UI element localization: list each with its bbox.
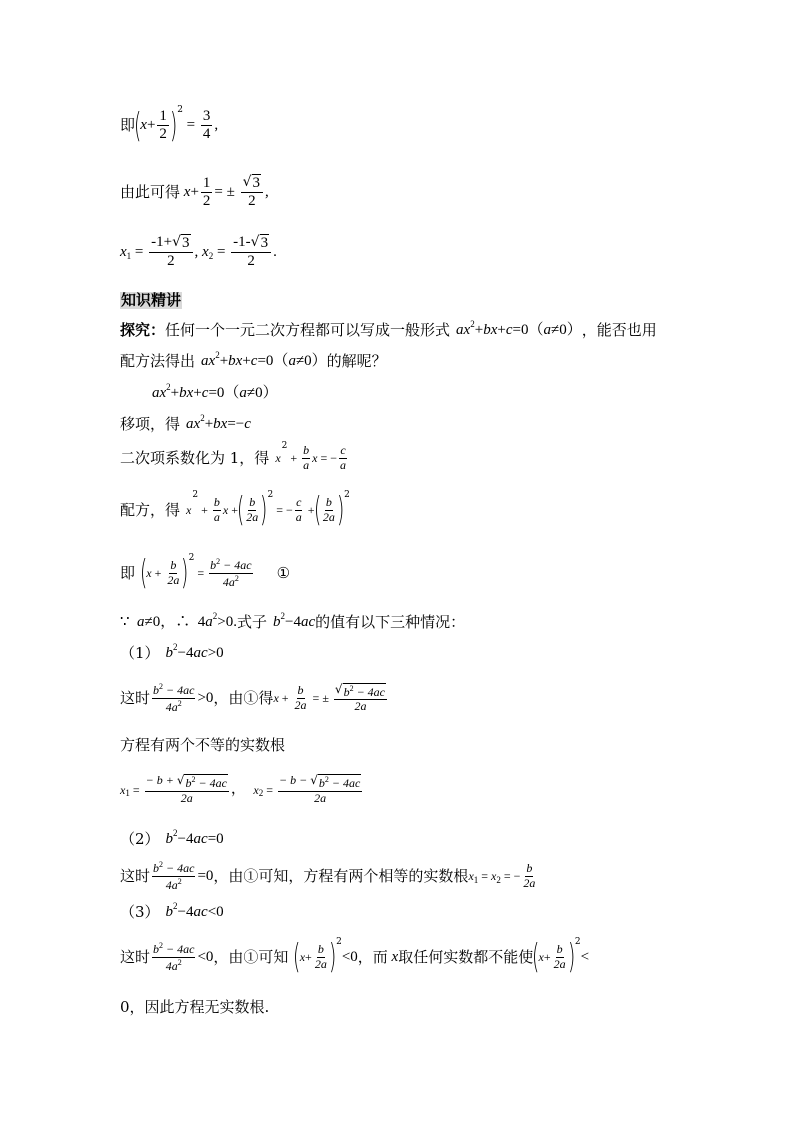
move-term-line: 移项，得 ax 2 + bx =− c	[120, 413, 251, 433]
equation-line-1: 即 ( x + $\frac{1}{2}$ ) 2 = $\frac{3}{4}$ ,	[120, 105, 219, 146]
fraction: $\frac{b}{2a}$	[246, 494, 259, 524]
fraction: √ 3 2	[241, 174, 263, 211]
explore-label: 探究	[120, 321, 151, 339]
fraction: $\frac{b^2 - 4ac}{4a^2}$	[153, 940, 195, 973]
fraction: $\frac{b}{2a}$	[523, 861, 536, 890]
explore-line-1: 探究 ： 任何一个一元二次方程都可以写成一般形式 ax 2 + bx + c =0（ a ≠0） ，能否也用	[120, 319, 657, 339]
case-1-line: （1） b 2 −4 ac >0	[120, 642, 224, 662]
key-equation-line: 即 ( x + $\frac{b}{2a}$ ) 2 = $\frac{b^2 - 4ac}{4a^2}$ ①	[120, 553, 291, 593]
fraction: $\frac{3}{4}$	[202, 108, 211, 143]
fraction: $\frac{b}{2a}$	[553, 941, 566, 971]
fraction: $\frac{b}{a}$	[303, 443, 310, 472]
equation-line-3: x 1 = -1+ √ 3 2 , x 2 = -1- √ 3 2 .	[120, 234, 277, 270]
fraction: $\frac{1}{2}$	[202, 174, 211, 209]
roots-formula: x 1 = − b + √ $b^2 - 4ac$ 2a ， x 2 = − b − √ $b^2 - 4ac$ 2a	[120, 773, 361, 805]
case-2-line: （2） b 2 −4 ac =0	[120, 828, 224, 848]
fraction: $\frac{c}{a}$	[295, 494, 302, 524]
line-prefix: 由此可得	[120, 182, 181, 201]
fraction: -1- √ 3 2	[231, 234, 271, 271]
because-line: ∵ a ≠0，∴ 4 a 2 >0. 式子 b 2 −4 ac 的值有以下三种情况：	[120, 611, 466, 631]
equation-line-2: 由此可得 x + $\frac{1}{2}$ = ± √ 3 2 ,	[120, 174, 269, 210]
general-form: ax 2 + bx + c =0（ a ≠0）	[152, 382, 278, 401]
fraction: $\frac{b}{2a}$	[294, 683, 307, 712]
fraction: -1+ √ 3 2	[149, 234, 192, 271]
section-heading: 知识精讲	[121, 291, 182, 309]
fraction: $\frac{b}{a}$	[213, 494, 220, 524]
fraction: √ $b^2 - 4ac$ 2a	[334, 681, 385, 714]
case-3-line: （3） b 2 −4 ac <0	[120, 901, 224, 921]
fraction: − b + √ $b^2 - 4ac$ 2a	[145, 773, 227, 805]
case-2-detail: 这时 $\frac{b^2 - 4ac}{4a^2}$ =0 ，由①可知，方程有两个相等的实数根 x 1 = x 2 = − $\frac{b}{2a}$	[120, 860, 536, 892]
fraction: $\frac{b}{2a}$	[314, 941, 327, 971]
two-unequal-roots: 方程有两个不等的实数根	[120, 736, 286, 754]
fraction: $\frac{b^2 - 4ac}{4a^2}$	[153, 860, 195, 892]
fraction: $\frac{1}{2}$	[159, 108, 167, 143]
coef-one-line: 二次项系数化为 1，得 x 2 + $\frac{b}{a}$ x = − $\frac{c}{a}$	[120, 441, 347, 472]
case-3-detail: 这时 $\frac{b^2 - 4ac}{4a^2}$ <0 ，由①可知 ( x + $\frac{b}{2a}$ ) 2 <0 ，而 x 取任何实数都不能使 ( x + $\frac{b}{2a}$ ) 2 <	[120, 937, 590, 977]
paren-group: ( x + $\frac{1}{2}$ )	[134, 105, 178, 146]
fraction: $\frac{b}{2a}$	[322, 494, 335, 524]
line-prefix: 即	[120, 116, 136, 135]
fraction: $\frac{b^2 - 4ac}{4a^2}$	[210, 556, 252, 589]
case-3-end: 0，因此方程无实数根.	[120, 998, 270, 1016]
fraction: $\frac{b}{2a}$	[167, 557, 180, 587]
complete-square-line: 配方，得 x 2 + $\frac{b}{a}$ x + ( $\frac{b}{2a}$ ) 2 = − $\frac{c}{a}$ + ( $\frac{b}{2a}$ ) 2	[120, 490, 350, 530]
fraction: $\frac{c}{a}$	[340, 443, 347, 472]
section-heading-row	[120, 292, 182, 309]
fraction: − b − √ $b^2 - 4ac$ 2a	[279, 773, 361, 805]
fraction: $\frac{b^2 - 4ac}{4a^2}$	[153, 682, 195, 714]
equation-number: ①	[276, 563, 291, 582]
explore-line-2: 配方法得出 ax 2 + bx + c =0（ a ≠0） 的解呢？	[120, 350, 387, 370]
case-1-detail: 这时 $\frac{b^2 - 4ac}{4a^2}$ >0 ，由①得 x + $\frac{b}{2a}$ = ± √ $b^2 - 4ac$ 2a	[120, 681, 385, 714]
